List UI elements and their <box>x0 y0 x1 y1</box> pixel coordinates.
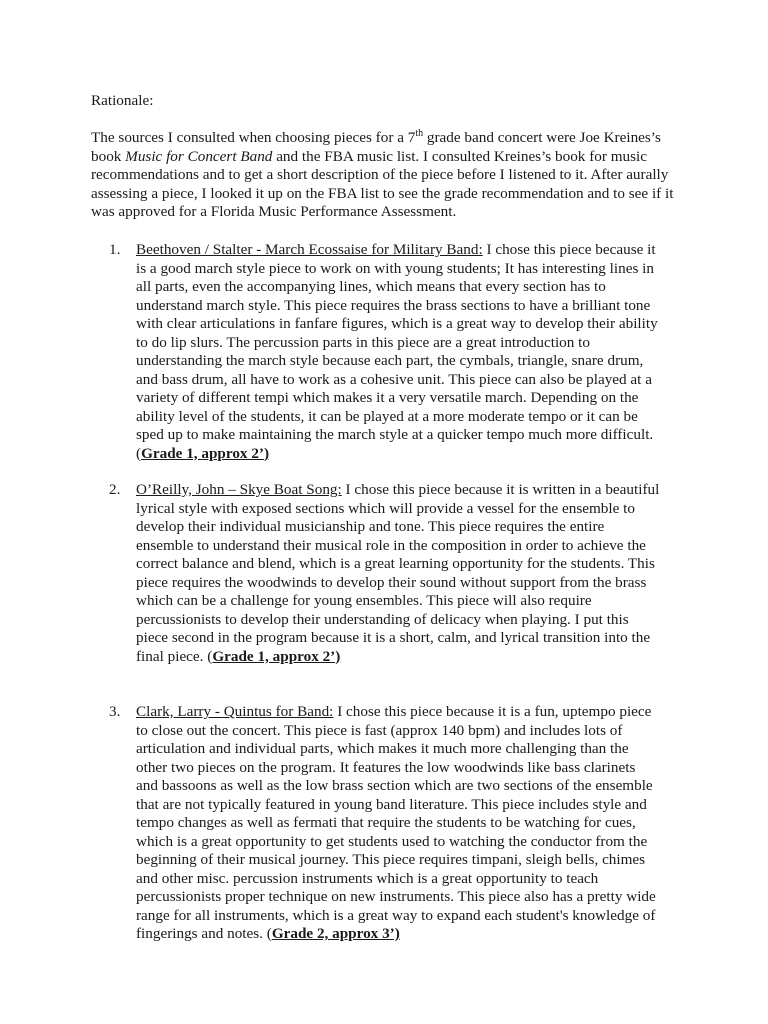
item-number: 1. <box>109 241 121 258</box>
item-text: I chose this piece because it is a fun, uptempo piece to close out the concert. This piece is fast (approx 140 bpm) and includes lots of articulation and individual parts, which makes it much more challenging than the other two pieces on the program. It features the low woodwinds like bass clarinets and bassoons as well as the low brass section which are two sections of the ensemble that are not typically featured in young band literature. This piece includes style and tempo changes as well as fermati that require the students to be watching for cues, which is a great opportunity to get students used to watching the conductor from the beginning of their musical journey. This piece requires timpani, sleigh bells, chimes and other misc. percussion instruments which is a great opportunity to teach percussionists proper technique on new instruments. This piece also has a pretty wide range for all instruments, which is a great way to expand each student's knowledge of fingerings and notes. ( <box>136 703 656 942</box>
piece-title: Beethoven / Stalter - March Ecossaise for Military Band: <box>136 241 483 258</box>
item-body <box>136 241 661 463</box>
book-title: Music for Concert Band <box>125 147 273 165</box>
grade-label: Grade 1, approx 2’) <box>141 444 270 462</box>
piece-title: Clark, Larry - Quintus for Band: <box>136 703 334 720</box>
grade-label: Grade 1, approx 2’) <box>212 647 341 665</box>
grade-label: Grade 2, approx 3’) <box>271 925 400 942</box>
intro-paragraph <box>91 129 683 222</box>
page-heading: Rationale: <box>91 92 154 109</box>
piece-title: O’Reilly, John – Skye Boat Song: <box>136 481 342 498</box>
item-text: I chose this piece because it is written in a beautiful lyrical style with exposed sections which will provide a vessel for the ensemble to develop their individual musicianship and tone. This piece requires the entire ensemble to understand their musical role in the composition in order to achieve the correct balance and blend, which is a great learning opportunity for the students. This piece requires the woodwinds to develop their sound without support from the brass which can be a challenge for young ensembles. This piece will also require percussionists to develop their understanding of delicacy when playing. I put this piece second in the program because it is a short, calm, and lyrical transition into the final piece. ( <box>136 481 660 665</box>
intro-text-2: grade band concert were Joe Kreines’s book <box>91 129 661 165</box>
item-body <box>136 703 661 944</box>
intro-superscript: th <box>415 127 424 139</box>
intro-text-3: and the FBA music list. I consulted Kreines’s book for music recommendations and to get a short description of the piece before I listened to it. After aurally assessing a piece, I looked it up on the FBA list to see the grade recommendation and to see if it was approved for a Florida Music Performance Assessment. <box>91 147 674 220</box>
item-body <box>136 481 661 666</box>
item-text: I chose this piece because it is a good march style piece to work on with young students; It has interesting lines in all parts, even the accompanying lines, which means that every section has to understand march style. This piece requires the brass sections to have a brilliant tone with clear articulations in fanfare figures, which is a great way to develop their ability to do lip slurs. The percussion parts in this piece are a great introduction to understanding the march style because each part, the cymbals, triangle, snare drum, and bass drum, all have to work as a cohesive unit. This piece can also be played at a variety of different tempi which makes it a very versatile march. Depending on the ability level of the students, it can be played at a more moderate tempo or it can be sped up to make maintaining the march style at a quicker tempo much more difficult. ( <box>136 241 658 462</box>
intro-text-1: The sources I consulted when choosing pieces for a 7 <box>91 129 416 146</box>
item-number: 3. <box>109 703 121 720</box>
item-number: 2. <box>109 481 121 498</box>
